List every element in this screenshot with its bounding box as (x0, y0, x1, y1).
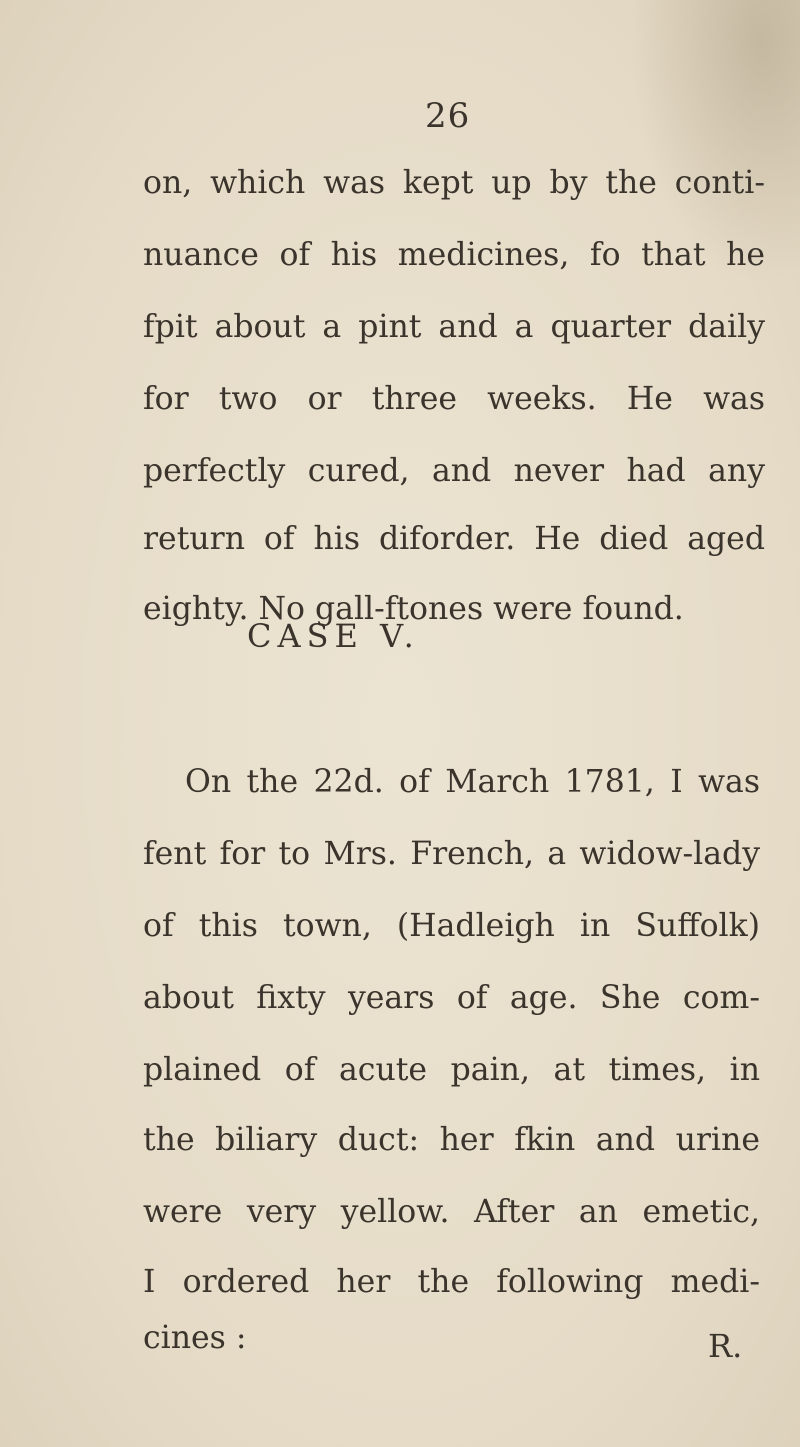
text-line: I ordered her the following medi- (143, 1264, 760, 1300)
text-line: were very yellow. After an emetic, (143, 1194, 760, 1230)
text-line: nuance of his medicines, fo that he (143, 237, 765, 273)
text-line: of this town, (Hadleigh in Suffolk) (143, 908, 760, 944)
text-line: fent for to Mrs. French, a widow-lady (143, 836, 760, 872)
text-line: plained of acute pain, at times, in (143, 1052, 760, 1088)
text-line: perfectly cured, and never had any (143, 453, 765, 489)
text-line: fpit about a pint and a quarter daily (143, 309, 765, 345)
text-line: return of his diforder. He died aged (143, 521, 765, 557)
text-line: for two or three weeks. He was (143, 381, 765, 417)
text-line: cines : (143, 1320, 247, 1356)
text-line: the biliary duct: her fkin and urine (143, 1122, 760, 1158)
page-number: 26 (425, 96, 471, 136)
text-line: On the 22d. of March 1781, I was (185, 764, 760, 800)
text-line: about fixty years of age. She com- (143, 980, 760, 1016)
text-line: on, which was kept up by the conti- (143, 165, 765, 201)
case-heading: CASE V. (247, 617, 420, 655)
catchword: R. (708, 1327, 743, 1365)
text-line: eighty. No gall-ftones were found. (143, 591, 684, 627)
